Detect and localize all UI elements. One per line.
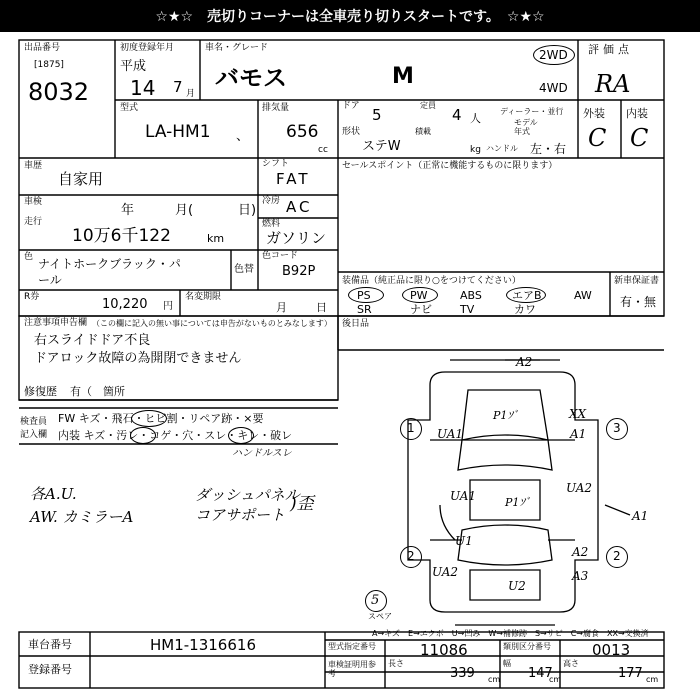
notes-line1: 右スライドドア不良 [34, 333, 151, 348]
load-unit: kg [470, 145, 481, 155]
defects-row2: 内装 キズ・汚レ・コゲ・穴・スレ・キレ・破レ [58, 429, 293, 442]
cert-width-label: 幅 [503, 659, 511, 668]
fuel-label: 燃料 [262, 219, 281, 229]
dealer-model-year-label: 年式 [514, 127, 530, 136]
defect-circle-stain [130, 427, 156, 444]
equip-leather: カワ [514, 303, 536, 316]
model-code-value: LA-HM1 [145, 122, 211, 142]
equipment-label: 装備品（純正品に限り○をつけてください） [342, 276, 521, 286]
defect-circle-stone [131, 410, 167, 427]
mark-u1: U1 [455, 534, 473, 548]
recycle-label: R券 [24, 292, 40, 302]
model-no-value: 11086 [420, 641, 468, 659]
dealer-model-label: モデル [514, 118, 538, 127]
color-value-2: ール [38, 273, 62, 287]
inspector-label: 検査員 記入欄 [20, 417, 48, 440]
shift-value: FAT [276, 170, 311, 188]
handle-value: 左・右 [530, 142, 567, 156]
equip-ps: PS [357, 289, 371, 302]
shape-value: ステW [362, 139, 401, 154]
class-no-label: 類別区分番号 [503, 642, 551, 651]
later-items-label: 後日品 [342, 319, 370, 329]
exterior-label: 外装 [583, 107, 605, 120]
model-name: バモス [215, 64, 287, 92]
ac-value: AC [286, 198, 313, 216]
drive-4wd: 4WD [539, 81, 568, 95]
doors-label: ドア [342, 101, 360, 111]
diagram-num-4: 2 [613, 549, 621, 563]
name-change-month: 月 [276, 301, 287, 314]
displacement-label: 排気量 [262, 103, 290, 113]
mark-pinto2: P1ｿﾞ [505, 496, 531, 509]
hand-circle5-sub: スペア [368, 612, 392, 621]
inspection-month-unit: 月( [175, 203, 194, 218]
cert-height-unit: cm [646, 675, 659, 684]
inspection-label: 車検 [24, 197, 43, 207]
cert-len-label: 長さ [388, 659, 404, 668]
header-banner: ☆★☆ 売切りコーナーは全車売り切りスタートです。 ☆★☆ [0, 0, 700, 32]
repair-label: 修復歴 [24, 385, 57, 398]
first-reg-era: 平成 [120, 59, 147, 74]
defects-row1: FW キズ・飛石・ヒビ割・リペア跡・×要 [58, 412, 264, 425]
dealer-label: ディーラー・並行 [500, 107, 564, 116]
hand-mid2: コアサポート [195, 506, 286, 524]
load-label: 積載 [415, 127, 431, 136]
diagram-num-1: 1 [407, 421, 415, 435]
defect-circle-scrape [228, 427, 254, 444]
color-code-value: B92P [282, 264, 316, 279]
color-code-label: 色コード [262, 251, 299, 261]
mileage-value: 10万6千122 [72, 226, 171, 246]
class-no-value: 0013 [592, 641, 631, 659]
mark-u2: U2 [508, 579, 526, 593]
first-reg-label: 初度登録年月 [120, 43, 175, 53]
equip-aw: AW [574, 289, 592, 302]
cert-width: 147 [528, 666, 553, 681]
cert-width-unit: cm [549, 675, 562, 684]
mark-ua2-right: UA2 [566, 481, 593, 495]
cert-label: 車検証明用参考 [328, 660, 376, 678]
cert-height: 177 [618, 666, 643, 681]
category-label: 車歴 [24, 161, 43, 171]
sales-points-label: セールスポイント（正常に機能するものに限ります） [342, 161, 558, 171]
color-label: 色 [24, 252, 34, 262]
exterior-value: C [588, 124, 607, 152]
mark-ua2-left: UA2 [432, 565, 459, 579]
inspection-year-unit: 年 [121, 203, 135, 218]
lot-number: 8032 [28, 78, 90, 106]
notes-line2: ドアロック故障の為開閉できません [34, 351, 242, 366]
mark-a2-top: A2 [516, 355, 533, 369]
shift-label: シフト [262, 159, 290, 169]
ac-label: 冷房 [262, 196, 281, 206]
name-change-day: 日 [316, 301, 327, 314]
mark-a2-right: A2 [572, 545, 589, 559]
recycle-unit: 円 [163, 301, 173, 312]
capacity-label: 定員 [420, 101, 436, 110]
equip-navi: ナビ [410, 303, 432, 316]
color-change-label: 色替 [234, 264, 254, 275]
first-reg-month: 7 [173, 78, 183, 96]
notes-label: 注意事項申告欄 [24, 318, 88, 328]
recycle-value: 10,220 [102, 297, 148, 312]
hand-mid3: )歪 [290, 494, 314, 514]
hand-circle5: 5 [371, 593, 380, 608]
interior-label: 内装 [626, 107, 648, 120]
interior-value: C [630, 124, 649, 152]
chassis-label: 車台番号 [28, 638, 72, 651]
equip-pw: PW [410, 289, 428, 302]
drive-2wd: 2WD [539, 48, 568, 62]
mark-pinto1: P1ｿﾞ [493, 409, 519, 422]
evaluation-label: 評価点 [588, 43, 633, 56]
first-reg-month-unit: 月 [186, 89, 196, 99]
diagram-num-2: 2 [407, 549, 415, 563]
first-reg-year: 14 [130, 76, 156, 100]
mark-a3: A3 [572, 569, 589, 583]
category-value: 自家用 [58, 170, 104, 188]
model-no-label: 型式指定番号 [328, 642, 376, 651]
hand-left2: AW. カミラーA [30, 508, 134, 526]
model-name-label: 車名・グレード [205, 43, 269, 53]
diagram-num-3: 3 [613, 421, 621, 435]
lot-sub: [1875] [34, 60, 64, 70]
cert-len: 339 [450, 666, 475, 681]
new-warranty-value: 有・無 [620, 295, 657, 309]
mark-a1-far: A1 [632, 509, 649, 523]
mark-ua1-mid: UA1 [450, 489, 477, 503]
shape-label: 形状 [342, 127, 361, 137]
repair-value: 有（ 箇所 [70, 385, 125, 398]
displacement-value: 656 [286, 122, 319, 142]
mark-ua1-left: UA1 [437, 427, 464, 441]
mark-xx: XX [569, 407, 587, 421]
displacement-unit: cc [318, 145, 328, 155]
capacity-unit: 人 [470, 112, 481, 125]
model-code-label: 型式 [120, 103, 139, 113]
model-code-mark: 、 [236, 129, 250, 144]
mark-a1-right: A1 [570, 427, 587, 441]
new-warranty-label: 新車保証書 [614, 276, 660, 286]
chassis-value: HM1-1316616 [150, 636, 256, 654]
inspection-day-unit: 日) [238, 203, 257, 218]
hand-under-defects: ハンドルスレ [232, 448, 292, 459]
hand-mid1: ダッシュパネル [195, 486, 300, 504]
cert-height-label: 高さ [563, 659, 579, 668]
model-grade: M [392, 64, 414, 89]
equip-sr: SR [357, 303, 372, 316]
reg-no-label: 登録番号 [28, 663, 72, 676]
fuel-value: ガソリン [266, 229, 327, 247]
capacity-value: 4 [452, 106, 462, 124]
hand-left1: 各A.U. [30, 485, 77, 503]
equip-tv: TV [460, 303, 475, 316]
mileage-label: 走行 [24, 217, 43, 227]
doors-value: 5 [372, 106, 382, 124]
notes-small: （この欄に記入の無い事については申告がないものとみなします） [92, 319, 332, 328]
color-value-1: ナイトホークブラック・パ [38, 257, 181, 271]
cert-len-unit: cm [488, 675, 501, 684]
evaluation-value: RA [595, 70, 631, 98]
equip-abs: ABS [460, 289, 482, 302]
equip-airbag: エアB [512, 289, 542, 302]
handle-label: ハンドル [486, 144, 518, 153]
lot-label: 出品番号 [24, 43, 61, 53]
damage-legend: A→キズ E→エクボ U→凹み W→補修跡 S→サビ C→腐食 XX→交換済 [372, 629, 649, 638]
mileage-unit: km [207, 232, 225, 245]
name-change-label: 名変期限 [185, 292, 222, 302]
